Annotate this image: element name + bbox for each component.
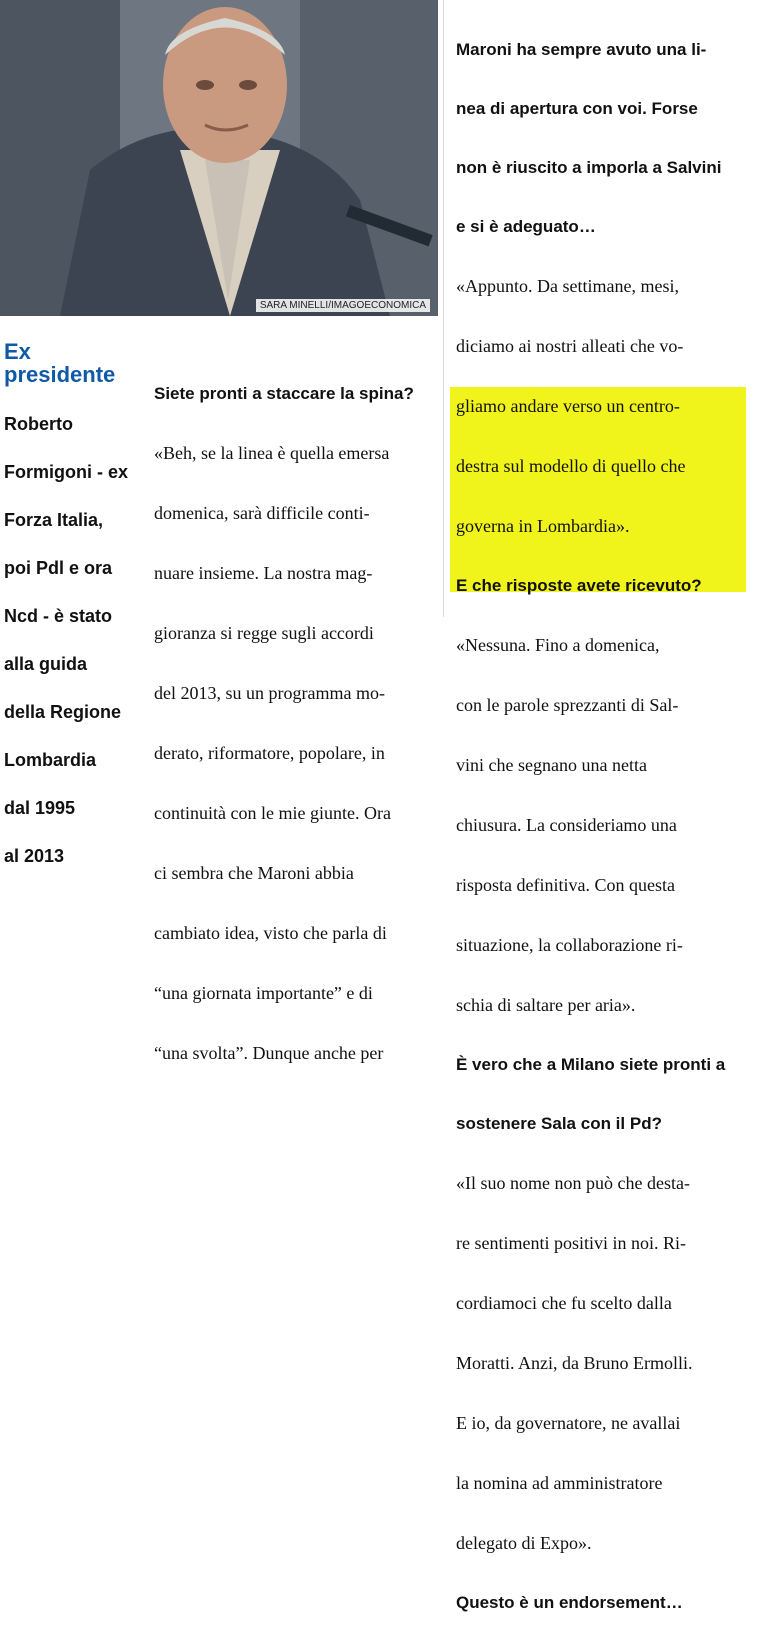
caption-line: alla guida [4, 654, 88, 674]
answer-line: diciamo ai nostri alleati che vo- [456, 336, 684, 356]
middle-column [154, 346, 436, 1083]
right-column [456, 2, 752, 1632]
caption-line: Roberto [4, 414, 73, 434]
answer-line: governa in Lombardia». [456, 516, 630, 536]
answer-line: “una svolta”. Dunque anche per [154, 1043, 384, 1063]
answer-line: gliamo andare verso un centro- [456, 396, 680, 416]
answer-line: «Il suo nome non può che desta- [456, 1173, 690, 1193]
answer-line: chiusura. La consideriamo una [456, 815, 677, 835]
caption-body [4, 388, 144, 892]
answer-line: Moratti. Anzi, da Bruno Ermolli. [456, 1353, 693, 1373]
sidebar-caption [4, 340, 144, 892]
answer-line: gioranza si regge sugli accordi [154, 623, 374, 643]
portrait-photo [0, 0, 438, 316]
interview-question: sostenere Sala con il Pd? [456, 1114, 662, 1133]
answer-line: re sentimenti positivi in noi. Ri- [456, 1233, 686, 1253]
answer-line: domenica, sarà difficile conti- [154, 503, 370, 523]
answer-line: la nomina ad amministratore [456, 1473, 663, 1493]
interview-question: e si è adeguato… [456, 217, 596, 236]
answer-line: “una giornata importante” e di [154, 983, 373, 1003]
interview-question: non è riuscito a imporla a Salvini [456, 158, 722, 177]
caption-line: Ncd - è stato [4, 606, 113, 626]
photo-credit: SARA MINELLI/IMAGOECONOMICA [256, 299, 430, 312]
answer-line: situazione, la collaborazione ri- [456, 935, 683, 955]
interview-question: E che risposte avete ricevuto? [456, 576, 702, 595]
answer-line: «Beh, se la linea è quella emersa [154, 443, 390, 463]
answer-line: «Nessuna. Fino a domenica, [456, 635, 660, 655]
column-divider [443, 0, 444, 617]
answer-line: ci sembra che Maroni abbia [154, 863, 354, 883]
answer-line: E io, da governatore, ne avallai [456, 1413, 681, 1433]
answer-line: derato, riformatore, popolare, in [154, 743, 385, 763]
answer-line: continuità con le mie giunte. Ora [154, 803, 391, 823]
answer-line: del 2013, su un programma mo- [154, 683, 385, 703]
portrait-illustration [0, 0, 438, 316]
caption-line: Formigoni - ex [4, 462, 129, 482]
answer-line: «Appunto. Da settimane, mesi, [456, 276, 679, 296]
caption-line: Lombardia [4, 750, 97, 770]
caption-line: poi Pdl e ora [4, 558, 113, 578]
answer-line: delegato di Expo». [456, 1533, 592, 1553]
caption-title-line-1: Ex [4, 339, 31, 364]
answer-line: schia di saltare per aria». [456, 995, 636, 1015]
caption-line: dal 1995 [4, 798, 76, 818]
interview-question: Maroni ha sempre avuto una li- [456, 40, 707, 59]
answer-line: cordiamoci che fu scelto dalla [456, 1293, 672, 1313]
caption-line: Forza Italia, [4, 510, 104, 530]
answer-line: risposta definitiva. Con questa [456, 875, 675, 895]
answer-line: con le parole sprezzanti di Sal- [456, 695, 679, 715]
answer-line: nuare insieme. La nostra mag- [154, 563, 373, 583]
interview-question: Siete pronti a staccare la spina? [154, 384, 414, 403]
interview-question: nea di apertura con voi. Forse [456, 99, 698, 118]
answer-line: cambiato idea, visto che parla di [154, 923, 387, 943]
answer-line: vini che segnano una netta [456, 755, 647, 775]
interview-question: Questo è un endorsement… [456, 1593, 683, 1612]
answer-line: destra sul modello di quello che [456, 456, 686, 476]
caption-title-line-2: presidente [4, 362, 116, 387]
interview-question: È vero che a Milano siete pronti a [456, 1055, 726, 1074]
caption-line: della Regione [4, 702, 122, 722]
caption-line: al 2013 [4, 846, 65, 866]
